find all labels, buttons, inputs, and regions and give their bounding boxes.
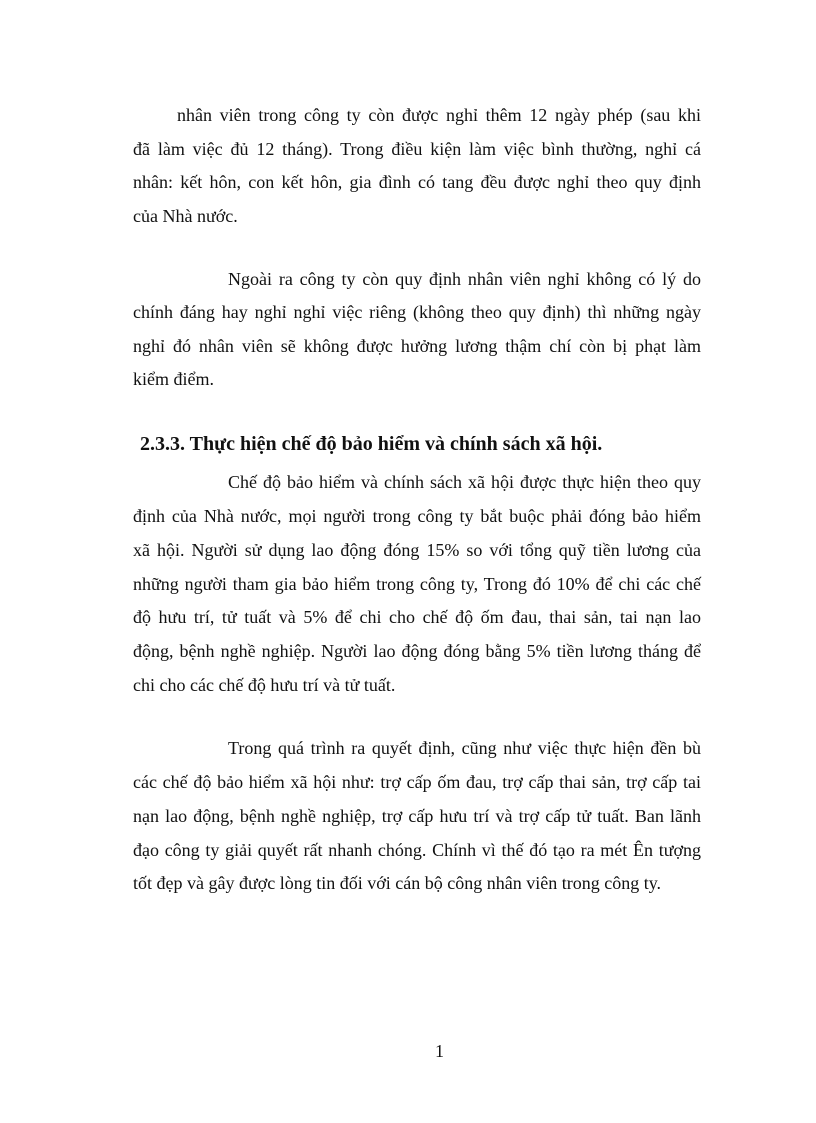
paragraph-3-line-2: định của Nhà nước, mọi người trong công ty bắt buộc phải đóng bảo hiểm [133,506,701,526]
paragraph-4-line-5: tốt đẹp và gây được lòng tin đối với cán bộ công nhân viên trong công ty. [133,873,662,893]
paragraph-4-line-3: nạn lao động, bệnh nghề nghiệp, trợ cấp hưu trí và trợ cấp tử tuất. Ban lãnh [133,806,701,826]
paragraph-2-line-3: nghỉ đó nhân viên sẽ không được hưởng lương thậm chí còn bị phạt làm [133,336,701,356]
paragraph-1-line-4: của Nhà nước. [133,206,238,226]
paragraph-1-line-2: đã làm việc đủ 12 tháng). Trong điều kiện làm việc bình thường, nghỉ cá [133,139,701,159]
paragraph-3-line-6: động, bệnh nghề nghiệp. Người lao động đóng bằng 5% tiền lương tháng để [133,641,701,661]
paragraph-4-line-4: đạo công ty giải quyết rất nhanh chóng. Chính vì thế đó tạo ra mét Ên tượng [133,840,701,860]
paragraph-1-line-1: nhân viên trong công ty còn được nghỉ thêm 12 ngày phép (sau khi [177,105,701,125]
paragraph-4-line-2: các chế độ bảo hiểm xã hội như: trợ cấp ốm đau, trợ cấp thai sản, trợ cấp tai [133,772,701,792]
paragraph-2-line-4: kiểm điểm. [133,369,214,389]
section-heading: 2.3.3. Thực hiện chế độ bảo hiểm và chính sách xã hội. [140,433,603,455]
paragraph-4-line-1: Trong quá trình ra quyết định, cũng như việc thực hiện đền bù [228,738,701,758]
paragraph-2-line-1: Ngoài ra công ty còn quy định nhân viên nghỉ không có lý do [228,269,701,289]
paragraph-3-line-4: những người tham gia bảo hiểm trong công ty, Trong đó 10% để chi các chế [133,574,701,594]
paragraph-3-line-5: độ hưu trí, tử tuất và 5% để chi cho chế độ ốm đau, thai sản, tai nạn lao [133,607,701,627]
paragraph-2-line-2: chính đáng hay nghỉ nghỉ việc riêng (không theo quy định) thì những ngày [133,302,701,322]
paragraph-3-line-1: Chế độ bảo hiểm và chính sách xã hội được thực hiện theo quy [228,472,701,492]
paragraph-1-line-3: nhân: kết hôn, con kết hôn, gia đình có tang đều được nghỉ theo quy định [133,172,701,192]
paragraph-3-line-3: xã hội. Người sử dụng lao động đóng 15% so với tổng quỹ tiền lương của [133,540,701,560]
paragraph-3-line-7: chi cho các chế độ hưu trí và tử tuất. [133,675,396,695]
page-number: 1 [435,1041,444,1061]
